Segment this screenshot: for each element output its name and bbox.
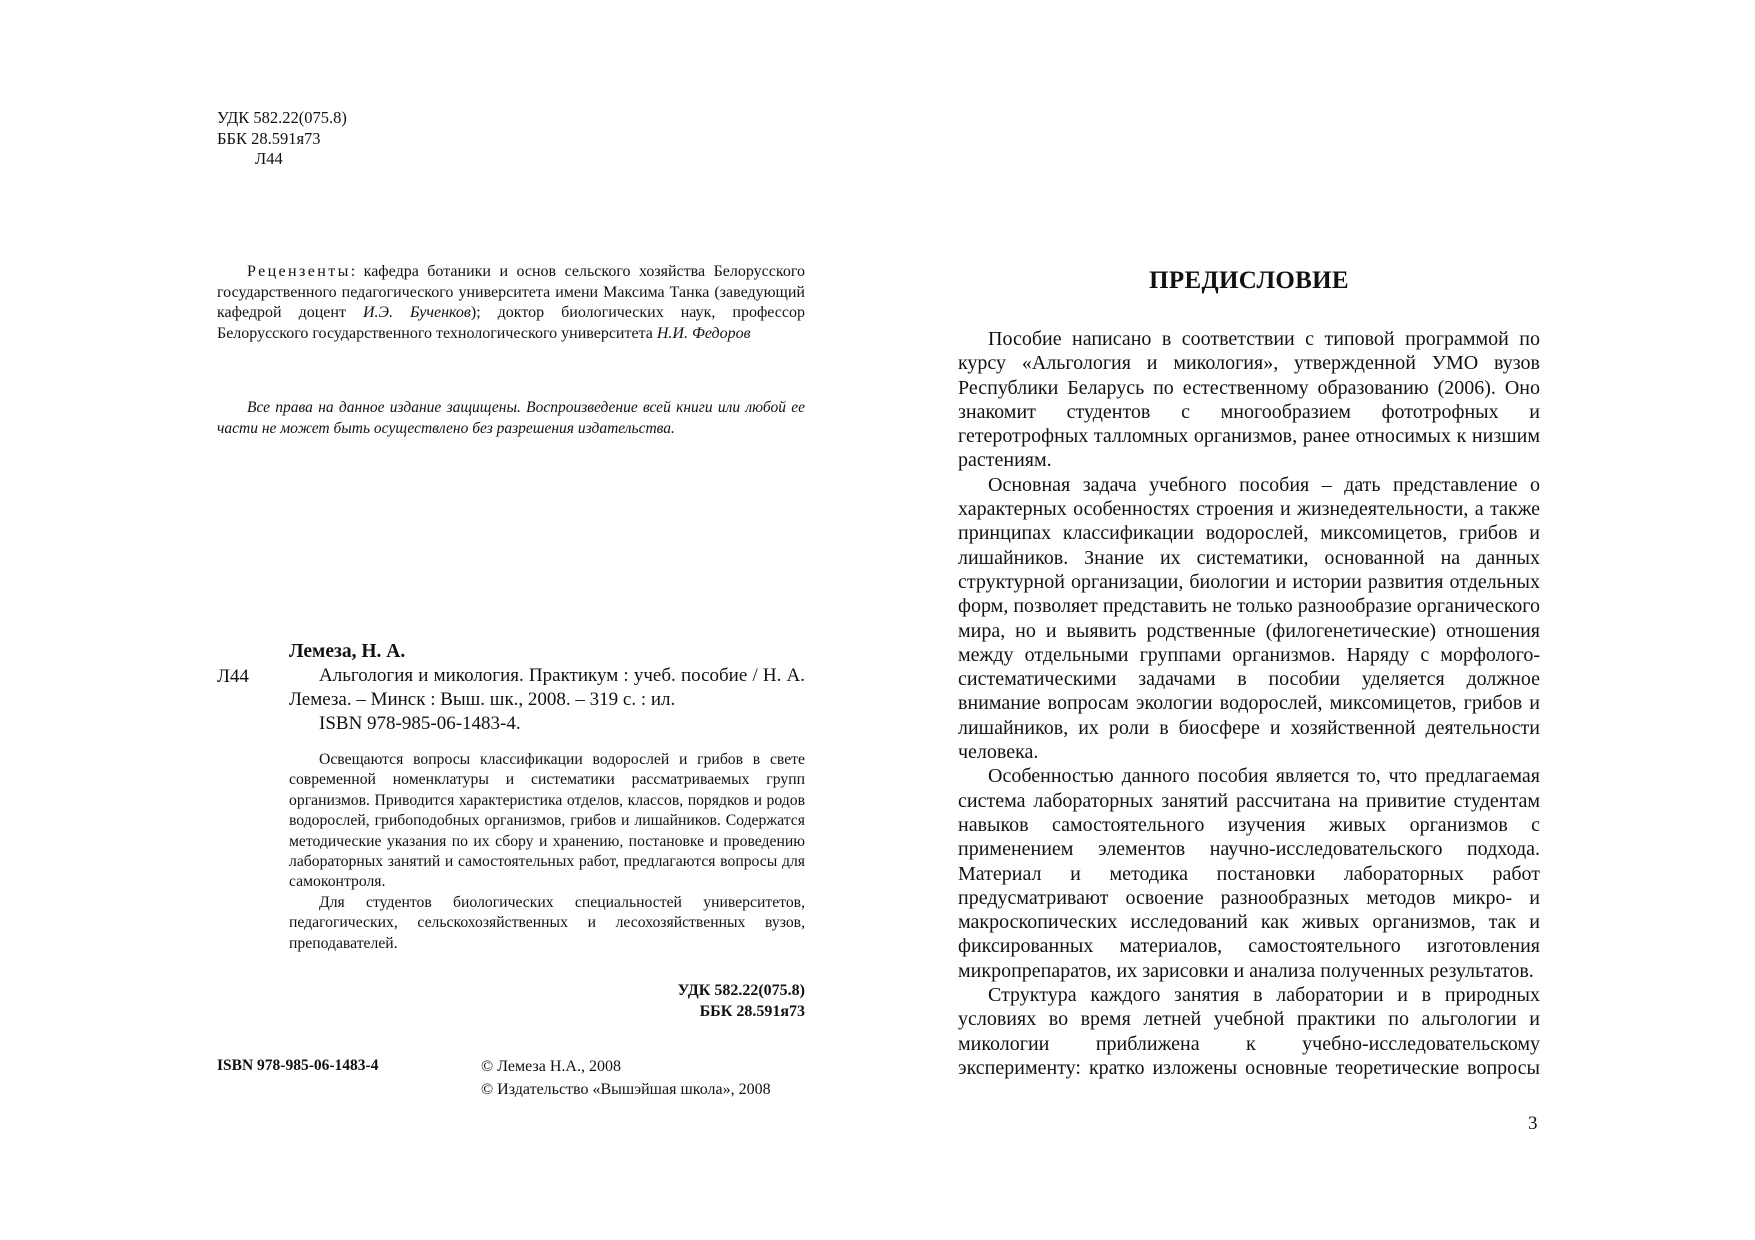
udk-bold: УДК 582.22(075.8) [677, 982, 805, 999]
udk-code: УДК 582.22(075.8) [217, 108, 347, 127]
catalog-entry: Альгология и микология. Практикум : учеб. пособие / Н. А. Лемеза. – Минск : Выш. шк., 2008. – 319 с. : ил. [289, 665, 805, 711]
rights-notice: Все права на данное издание защищены. Воспроизведение всей книги или любой ее части не может быть осуществлено без разрешения издательства. [217, 399, 805, 437]
bbk-code: ББК 28.591я73 [217, 128, 321, 148]
preface-paragraph: Основная задача учебного пособия – дать представление о характерных особенностях строения и жизнедеятельности, а также принципах классификации водорослей, миксомицетов, грибов и лишайников. Знание их систематики, основанной на данных структурной организации, биологии и истории развития отдельных форм, позволяет представить не только разнообразие органического мира, но и выявить родственные (филогенетические) отношения между отдельными группами организмов. Наряду с морфолого-систематическими задачами в пособии уделяется должное внимание вопросам экологии водорослей, миксомицетов, грибов и лишайников, их роли в биосфере и хозяйственной деятельности человека. [958, 473, 1540, 764]
copyright-publisher: © Издательство «Вышэйшая школа», 2008 [481, 1081, 771, 1098]
preface-paragraph: Структура каждого занятия в лаборатории и в природных условиях во время летней учебной практики по альгологии и микологии приближена к учебно-исследовательскому эксперименту: кратко изложены основные теоретические вопросы [958, 984, 1540, 1079]
catalog-author: Лемеза, Н. А. [289, 641, 406, 662]
abstract [289, 750, 805, 954]
copyright-author: © Лемеза Н.А., 2008 [481, 1058, 621, 1075]
preface-paragraph: Особенностью данного пособия является то, что предлагаемая система лабораторных занятий рассчитана на привитие студентам навыков самостоятельного изучения живых организмов с применением элементов научно-исследовательского подхода. Материал и методика постановки лабораторных работ предусматривают освоение разнообразных методов микро- и макроскопических исследований как живых организмов, так и фиксированных материалов, самостоятельного изготовления микропрепаратов, их зарисовки и анализа полученных результатов. [958, 765, 1540, 982]
udc-bold-block [678, 980, 805, 1022]
page-number: 3 [1528, 1113, 1538, 1134]
reviewer-name-2: Н.И. Федоров [656, 324, 751, 342]
catalog-isbn: ISBN 978-985-06-1483-4. [319, 713, 521, 734]
reviewer-name-1: И.Э. Бученков [362, 304, 471, 322]
bbk-bold: ББК 28.591я73 [699, 1003, 805, 1020]
preface-body [958, 327, 1540, 1080]
reviewers-label: Рецензенты [247, 263, 351, 280]
author-mark: Л44 [255, 149, 283, 168]
reviewers-paragraph [217, 262, 805, 344]
reviewers-text-1: : кафедра ботаники и основ сельского хозяйства Белорусского государственного педагогического университета имени Максима Танка (заведующий кафедрой доцент [217, 263, 805, 322]
preface-paragraph: Пособие написано в соответствии с типовой программой по курсу «Альгология и микология», утвержденной УМО вузов Республики Беларусь по естественному образованию (2006). Оно знакомит студентов с многообразием фототрофных и гетеротрофных талломных организмов, ранее относимых к низшим растениям. [958, 328, 1540, 472]
page-title: ПРЕДИСЛОВИЕ [1149, 267, 1349, 294]
reviewers-text-2: ); доктор биологических наук, профессор Белорусского государственного технологического университета [217, 304, 806, 342]
abstract-paragraph: Освещаются вопросы классификации водорослей и грибов в свете современной номенклатуры и систематики рассматриваемых групп организмов. Приводится характеристика отделов, классов, порядков и родов водорослей, грибоподобных организмов, грибов и лишайников. Содержатся методические указания по их сбору и хранению, постановке и проведению лабораторных занятий и самостоятельных работ, предлагаются вопросы для самоконтроля. [289, 751, 805, 891]
classification-codes [217, 108, 347, 170]
copyright-block [481, 1055, 771, 1101]
catalog-code: Л44 [217, 666, 249, 687]
abstract-paragraph: Для студентов биологических специальностей университетов, педагогических, сельскохозяйственных и лесохозяйственных вузов, преподавателей. [289, 893, 805, 952]
footer-isbn: ISBN 978-985-06-1483-4 [217, 1057, 379, 1074]
